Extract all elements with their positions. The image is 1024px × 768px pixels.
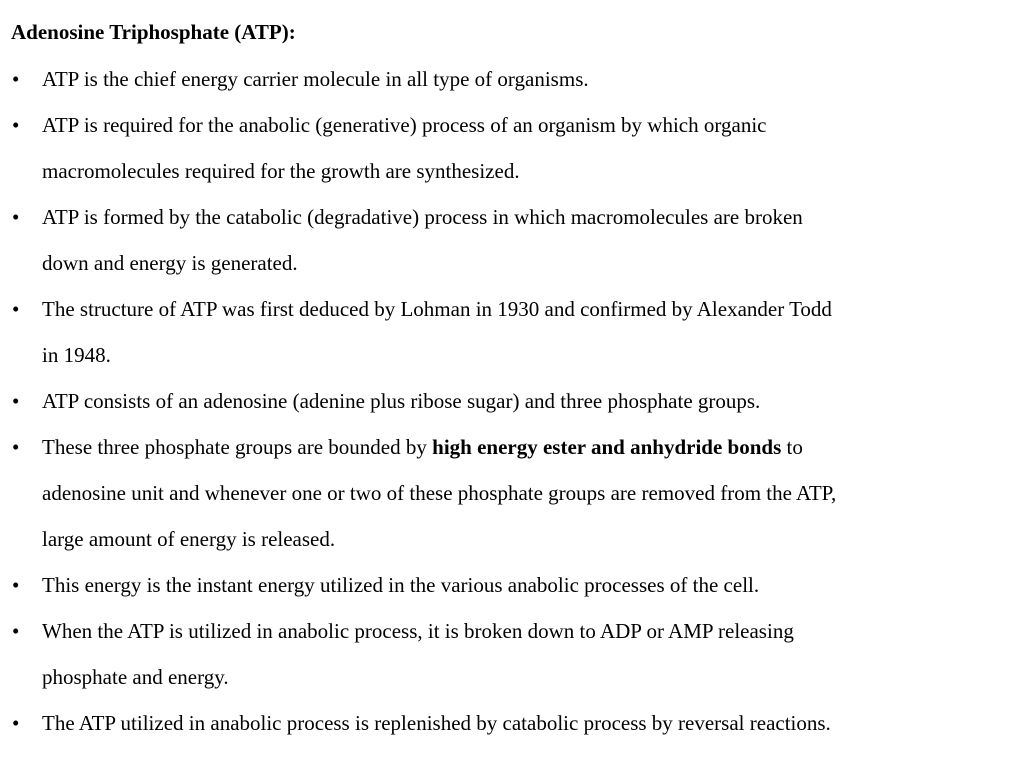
- bullet-text: These three phosphate groups are bounded by: [42, 435, 433, 459]
- bullet-marker: •: [12, 205, 20, 229]
- bullet-line: The structure of ATP was first deduced by Lohman in 1930 and confirmed by Alexander Todd: [42, 297, 832, 321]
- bullet-line: adenosine unit and whenever one or two of these phosphate groups are removed from the ATP,: [42, 481, 837, 505]
- bullet-line: in 1948.: [42, 343, 111, 367]
- bullet-line: [42, 432, 803, 462]
- bullet-marker: •: [12, 113, 20, 137]
- bullet-line: ATP is required for the anabolic (generative) process of an organism by which organic: [42, 113, 767, 137]
- bullet-line: down and energy is generated.: [42, 251, 298, 275]
- bullet-marker: •: [12, 711, 20, 735]
- bullet-line: ATP consists of an adenosine (adenine plus ribose sugar) and three phosphate groups.: [42, 389, 761, 413]
- bullet-marker: •: [12, 67, 20, 91]
- bullet-line: phosphate and energy.: [42, 665, 229, 689]
- bullet-marker: •: [12, 619, 20, 643]
- bullet-marker: •: [12, 297, 20, 321]
- bullet-marker: •: [12, 573, 20, 597]
- emphasized-term: high energy ester and anhydride bonds: [432, 435, 782, 459]
- bullet-marker: •: [12, 435, 20, 459]
- bullet-line: The ATP utilized in anabolic process is replenished by catabolic process by reversal reactions.: [42, 711, 831, 735]
- bullet-text: to: [781, 435, 803, 459]
- bullet-line: large amount of energy is released.: [42, 527, 336, 551]
- bullet-line: This energy is the instant energy utilized in the various anabolic processes of the cell.: [42, 573, 760, 597]
- bullet-line: ATP is the chief energy carrier molecule in all type of organisms.: [42, 67, 589, 91]
- page-title: Adenosine Triphosphate (ATP):: [11, 20, 296, 44]
- bullet-marker: •: [12, 389, 20, 413]
- bullet-line: When the ATP is utilized in anabolic process, it is broken down to ADP or AMP releasing: [42, 619, 794, 643]
- bullet-line: macromolecules required for the growth are synthesized.: [42, 159, 520, 183]
- bullet-line: ATP is formed by the catabolic (degradative) process in which macromolecules are broken: [42, 205, 803, 229]
